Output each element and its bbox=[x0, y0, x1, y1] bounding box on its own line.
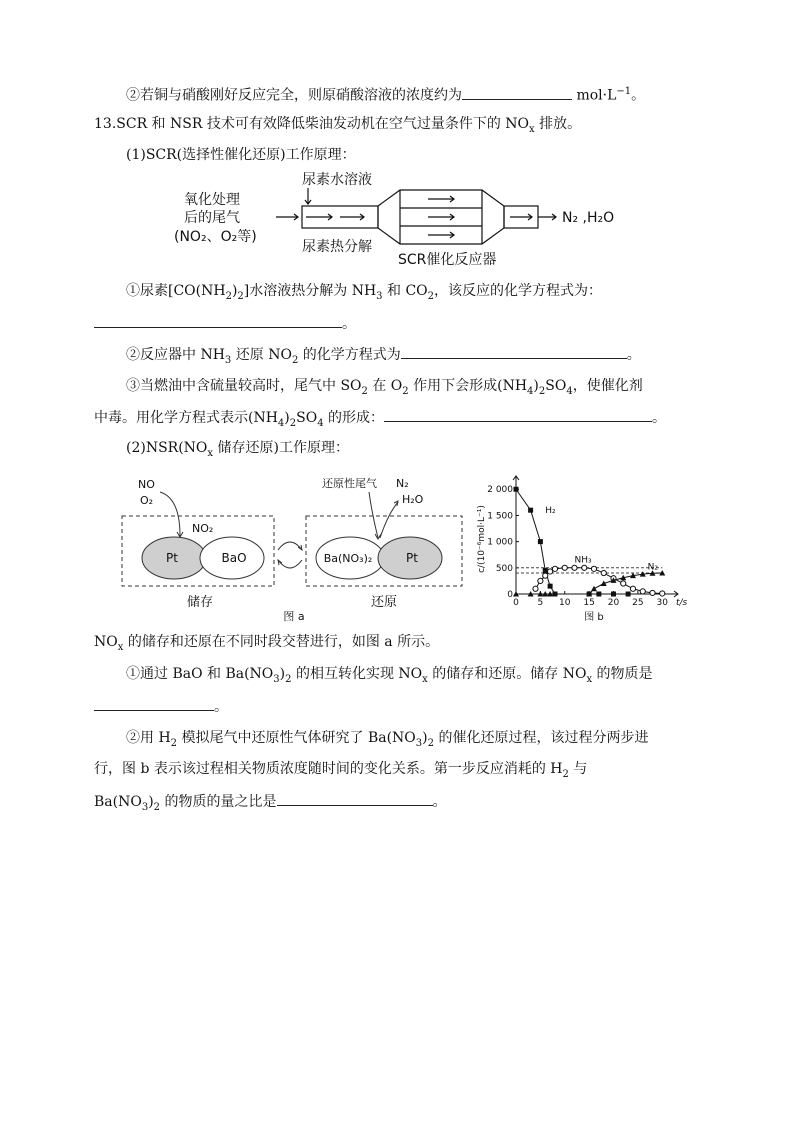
sub-x: x bbox=[529, 123, 535, 135]
nsr-q1-text: 的物质是 bbox=[592, 666, 653, 682]
scr-q1-text: ，该反应的化学方程式为： bbox=[434, 283, 603, 299]
scr-q2-text: 的化学方程式为 bbox=[298, 347, 401, 363]
x-tick-label: 5 bbox=[537, 598, 544, 608]
nsr-q2-text: 行，图 b 表示该过程相关物质浓度随时间的变化关系。第一步反应消耗的 H bbox=[94, 761, 563, 777]
series-label: N₂ bbox=[647, 562, 658, 573]
x-tick-label: 10 bbox=[559, 598, 571, 608]
q12-part2 bbox=[126, 82, 645, 106]
inlet-line3: (NO₂、O₂等) bbox=[174, 229, 257, 245]
q13-stem-end: 排放。 bbox=[534, 116, 582, 132]
period: 。 bbox=[652, 410, 667, 426]
nsr-text-b: 的储存和还原在不同时段交替进行，如图 a 所示。 bbox=[123, 634, 440, 650]
label-no: NO bbox=[138, 478, 155, 491]
scr-q3-text: ) bbox=[533, 378, 539, 394]
scr-q1-text: ]水溶液热分解为 NH bbox=[243, 283, 377, 299]
scr-q3-text: 在 O bbox=[367, 378, 403, 394]
nh3-point bbox=[660, 591, 665, 596]
nsr-q1-answer bbox=[94, 696, 228, 717]
nsr-q1-text: 的储存和还原。储存 NO bbox=[427, 666, 587, 682]
scr-q2-text: ②反应器中 NH bbox=[126, 347, 225, 363]
nh3-point bbox=[533, 586, 538, 591]
y-tick-label: 1 500 bbox=[487, 511, 513, 522]
label-n2: N₂ bbox=[396, 477, 409, 490]
series-label: H₂ bbox=[545, 505, 556, 516]
nsr-q2-text: ) bbox=[148, 794, 154, 810]
figure-a bbox=[116, 470, 476, 626]
answer-blank[interactable] bbox=[94, 313, 342, 328]
inlet-line1: 氧化处理 bbox=[184, 192, 240, 208]
pt-label-2: Pt bbox=[406, 551, 418, 565]
reduce-label: 还原 bbox=[370, 595, 398, 610]
product-arrow bbox=[380, 502, 398, 538]
nsr-q2-text: 与 bbox=[568, 761, 588, 777]
period: 。 bbox=[342, 316, 356, 332]
nh3-point bbox=[538, 578, 543, 583]
nsr-q2-text: 的催化还原过程，该过程分两步进 bbox=[434, 730, 649, 746]
q13-stem bbox=[94, 114, 581, 140]
h2-point bbox=[626, 592, 631, 597]
nsr-q2-text: ) bbox=[422, 730, 428, 746]
h2-point bbox=[548, 584, 553, 589]
nsr-q2-line2: 行，图 b 表示该过程相关物质浓度随时间的变化关系。第一步反应消耗的 $H_2$ 与 bbox=[94, 761, 588, 780]
nsr-q1-text: ①通过 BaO 和 Ba(NO bbox=[126, 666, 274, 682]
series-label: NH₃ bbox=[574, 555, 592, 566]
nh3-point bbox=[552, 566, 557, 571]
urea-decompose-label: 尿素热分解 bbox=[302, 239, 372, 255]
scr-q1-text: ) bbox=[231, 283, 238, 299]
scr-q1-text: 和 CO bbox=[382, 283, 428, 299]
nh3-point bbox=[630, 586, 635, 591]
scr-q1: ①尿素$[CO(NH_2)_2]$水溶液热分解为 $NH_3$ 和 $CO_2$，该反应的化学方程式为： bbox=[126, 283, 603, 302]
nsr-q1-text: 的相互转化实现 NO bbox=[291, 666, 423, 682]
h2-point bbox=[543, 568, 548, 573]
nh3-point bbox=[601, 570, 606, 575]
x-tick-label: 20 bbox=[607, 598, 620, 608]
scr-q3-line2: 中毒。用化学方程式表示$(NH_4)_2SO_4$ 的形成： 。 bbox=[94, 407, 666, 434]
h2-point bbox=[514, 487, 519, 492]
label-no2: NO₂ bbox=[192, 522, 214, 535]
scr-q1-answer bbox=[94, 313, 356, 334]
q13-stem-text: 13.SCR 和 NSR 技术可有效降低柴油发动机在空气过量条件下的 NO bbox=[94, 116, 530, 132]
fig-a-caption: 图 a bbox=[283, 610, 305, 623]
nh3-point bbox=[543, 573, 548, 578]
cycle-arrow-bottom bbox=[278, 560, 302, 568]
scr-q3-text: SO bbox=[545, 378, 567, 394]
in-arrow bbox=[160, 492, 180, 536]
unit-text: mol·L bbox=[576, 87, 617, 104]
period: 。 bbox=[631, 87, 646, 104]
scr-q3-text: SO bbox=[296, 410, 318, 426]
y-tick-label: 0 bbox=[507, 590, 513, 600]
answer-blank[interactable] bbox=[94, 696, 214, 711]
h2-point bbox=[596, 592, 601, 597]
scr-q3-text: 中毒。用化学方程式表示(NH bbox=[94, 410, 278, 426]
figure-b-chart bbox=[474, 466, 688, 626]
nh3-point bbox=[562, 565, 567, 570]
scr-q3-text: ，使催化剂 bbox=[572, 378, 643, 394]
bano3-label: Ba(NO₃)₂ bbox=[323, 552, 373, 565]
gas-arrow bbox=[369, 492, 378, 538]
label-o2: O₂ bbox=[140, 494, 154, 507]
unit-exp: −1 bbox=[616, 86, 632, 97]
scr-q2: ②反应器中 $NH_3$ 还原 $NO_2$ 的化学方程式为 。 bbox=[126, 344, 641, 371]
cycle-arrow-top bbox=[278, 542, 302, 550]
nsr-heading: $(2)NSR(NO_x$ 储存还原)工作原理： bbox=[126, 440, 349, 459]
nsr-q2-text: Ba(NO bbox=[94, 794, 142, 810]
period: 。 bbox=[432, 794, 447, 810]
period: 。 bbox=[626, 347, 641, 363]
period: 。 bbox=[214, 699, 228, 715]
urea-solution-label: 尿素水溶液 bbox=[302, 172, 372, 188]
label-h2o: H₂O bbox=[402, 493, 424, 506]
y-tick-label: 1 000 bbox=[487, 537, 513, 548]
nsr-q1: ①通过 BaO 和 $Ba(NO_3)_2$ 的相互转化实现 $NO_x$ 的储存和还原。储存 $NO_x$ 的物质是 bbox=[126, 666, 653, 685]
h2-point bbox=[611, 592, 616, 597]
x-tick-label: 30 bbox=[656, 598, 668, 608]
nsr-text: $NO_x$ 的储存和还原在不同时段交替进行，如图 a 所示。 bbox=[94, 634, 440, 653]
nsr-q2-text: 模拟尾气中还原性气体研究了 Ba(NO bbox=[177, 730, 416, 746]
h2-point bbox=[528, 508, 533, 513]
nsr-heading-text: (2)NSR(NO bbox=[126, 440, 208, 456]
answer-blank[interactable] bbox=[384, 407, 652, 422]
nsr-q2: ②用 $H_2$ 模拟尾气中还原性气体研究了 $Ba(NO_3)_2$ 的催化还原过程，该过程分两步进 bbox=[126, 730, 649, 749]
scr-diagram bbox=[160, 166, 640, 270]
scr-heading: (1)SCR(选择性催化还原)工作原理： bbox=[126, 147, 356, 163]
inlet-line2: 后的尾气 bbox=[184, 210, 240, 226]
outlet-label: N₂ ,H₂O bbox=[562, 210, 615, 226]
scr-q2-text: 还原 NO bbox=[231, 347, 292, 363]
label-reducing-gas: 还原性尾气 bbox=[322, 477, 377, 490]
scr-q1-text: ①尿素[CO(NH bbox=[126, 283, 226, 299]
nh3-point bbox=[582, 565, 587, 570]
nsr-q2-line3: $Ba(NO_3)_2$ 的物质的量之比是 。 bbox=[94, 791, 447, 818]
nsr-q2-text: ②用 H bbox=[126, 730, 171, 746]
store-label: 储存 bbox=[186, 595, 214, 610]
x-tick-label: 25 bbox=[632, 598, 644, 608]
scr-q3-text: ③当燃油中含硫量较高时，尾气中 SO bbox=[126, 378, 362, 394]
x-axis-label: t/s bbox=[676, 598, 688, 608]
nh3-point bbox=[591, 566, 596, 571]
nh3-point bbox=[650, 590, 655, 595]
answer-blank[interactable] bbox=[462, 85, 572, 100]
nh3-point bbox=[572, 565, 577, 570]
pt-label: Pt bbox=[166, 551, 178, 565]
x-tick-label: 0 bbox=[513, 598, 519, 608]
scr-q3-text: ) bbox=[284, 410, 290, 426]
y-tick-label: 2 000 bbox=[487, 485, 513, 496]
h2-point bbox=[538, 539, 543, 544]
nh3-point bbox=[640, 589, 645, 594]
x-tick-label: 15 bbox=[583, 598, 595, 608]
answer-blank[interactable] bbox=[401, 344, 627, 359]
n2-point bbox=[591, 586, 597, 592]
y-axis-label: c/(10⁻⁶mol·L⁻¹) bbox=[477, 505, 487, 573]
scr-q3: ③当燃油中含硫量较高时，尾气中 $SO_2$ 在 $O_2$ 作用下会形成$(NH_4)_2SO_4$，使催化剂 bbox=[126, 378, 643, 397]
answer-blank[interactable] bbox=[277, 791, 433, 806]
bao-label: BaO bbox=[221, 551, 247, 565]
scr-q3-text: 作用下会形成(NH bbox=[408, 378, 528, 394]
q12-part2-text: ②若铜与硝酸刚好反应完全，则原硝酸溶液的浓度约为 bbox=[126, 87, 462, 104]
scr-q3-text: 的形成： bbox=[323, 410, 385, 426]
fig-b-caption: 图 b bbox=[584, 612, 604, 623]
nsr-q2-text: 的物质的量之比是 bbox=[160, 794, 277, 810]
nsr-text-a: NO bbox=[94, 634, 118, 650]
nsr-q1-text: ) bbox=[279, 666, 286, 682]
scr-reactor-label: SCR催化反应器 bbox=[398, 252, 497, 268]
nsr-heading-text: 储存还原)工作原理： bbox=[213, 440, 349, 456]
y-tick-label: 500 bbox=[495, 563, 513, 574]
nh3-point bbox=[621, 581, 626, 586]
nh3-point bbox=[548, 569, 553, 574]
